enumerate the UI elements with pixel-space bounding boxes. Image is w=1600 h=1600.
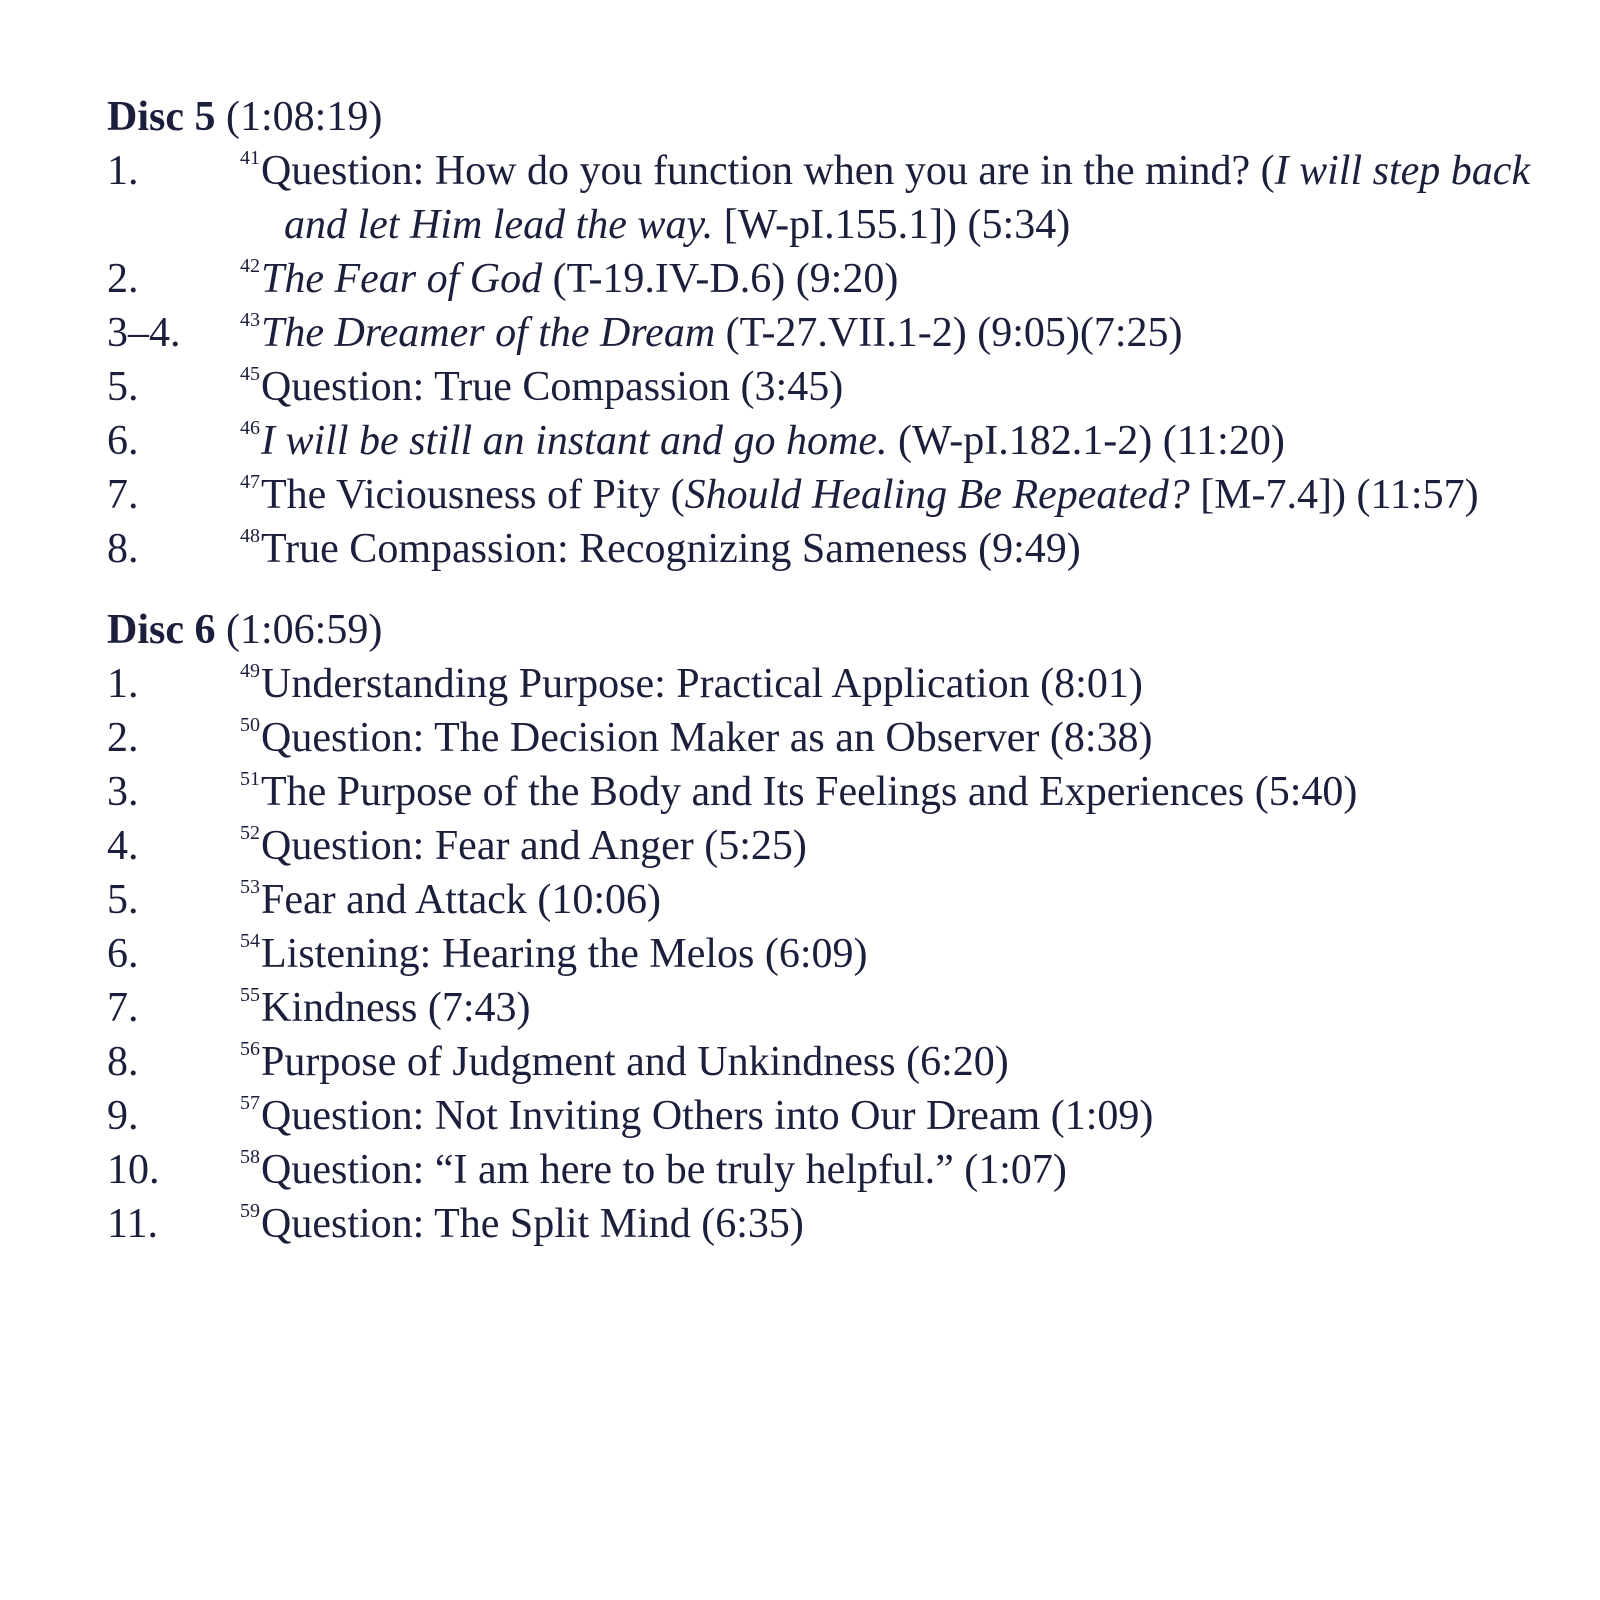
track-title-italic-segment: I will step back and let Him lead the way.	[284, 148, 1531, 248]
track-title-italic-segment: The Fear of God	[261, 256, 543, 302]
track-title: $^{56}$Purpose of Judgment and Unkindness (6:20)	[240, 1038, 1009, 1085]
track-title-italic-segment: Should Healing Be Repeated?	[684, 472, 1190, 518]
track-title: $^{51}$The Purpose of the Body and Its Feelings and Experiences (5:40)	[240, 768, 1358, 815]
track-row	[107, 981, 1547, 1035]
track-title: $^{55}$Kindness (7:43)	[240, 984, 531, 1031]
track-title: $^{42}$The Fear of God (T-19.IV-D.6) (9:20)	[240, 255, 899, 302]
track-title: $^{49}$Understanding Purpose: Practical Application (8:01)	[240, 660, 1143, 707]
track-row	[107, 252, 1547, 306]
track-row	[107, 873, 1547, 927]
track-row	[107, 1089, 1547, 1143]
track-title: $^{45}$Question: True Compassion (3:45)	[240, 363, 844, 410]
track-title: $^{53}$Fear and Attack (10:06)	[240, 876, 662, 923]
track-title: $^{52}$Question: Fear and Anger (5:25)	[240, 822, 807, 869]
disc-section-5	[107, 90, 1547, 576]
track-row	[107, 1197, 1547, 1251]
track-title-segment: True Compassion: Recognizing Sameness (9:49)	[261, 526, 1081, 572]
track-title-segment: Question: How do you function when you are in the mind? (	[261, 148, 1275, 194]
track-row	[107, 414, 1547, 468]
track-title-segment: [M-7.4]) (11:57)	[1189, 472, 1479, 518]
track-row	[107, 711, 1547, 765]
disc-duration: (1:06:59)	[226, 607, 383, 653]
track-title-segment: The Purpose of the Body and Its Feelings and Experiences (5:40)	[261, 769, 1358, 815]
track-title-segment: Question: The Split Mind (6:35)	[261, 1201, 804, 1247]
track-title: $^{57}$Question: Not Inviting Others into Our Dream (1:09)	[240, 1092, 1154, 1139]
track-title: $^{47}$The Viciousness of Pity (Should Healing Be Repeated? [M-7.4]) (11:57)	[240, 471, 1479, 518]
track-list	[107, 657, 1547, 1251]
track-number: 1.	[107, 661, 139, 707]
track-number: 1.	[107, 148, 139, 194]
track-number: 5.	[107, 364, 139, 410]
track-row	[107, 765, 1547, 819]
disc-title: Disc 5	[107, 94, 216, 140]
track-listing-page	[107, 90, 1547, 1251]
track-title: $^{59}$Question: The Split Mind (6:35)	[240, 1200, 804, 1247]
track-title: $^{50}$Question: The Decision Maker as an Observer (8:38)	[240, 714, 1153, 761]
track-number: 10.	[107, 1147, 160, 1193]
track-number: 8.	[107, 526, 139, 572]
track-number: 3–4.	[107, 310, 181, 356]
track-title-segment: Question: “I am here to be truly helpful.” (1:07)	[261, 1147, 1067, 1193]
track-title-segment: (T-27.VII.1-2) (9:05)(7:25)	[715, 310, 1183, 356]
track-title-segment: Listening: Hearing the Melos (6:09)	[261, 931, 868, 977]
track-row	[107, 819, 1547, 873]
track-title: $^{48}$True Compassion: Recognizing Sameness (9:49)	[240, 525, 1081, 572]
track-number: 4.	[107, 823, 139, 869]
track-title-segment: (T-19.IV-D.6) (9:20)	[542, 256, 899, 302]
track-row	[107, 144, 1547, 252]
track-number: 7.	[107, 472, 139, 518]
track-row	[107, 657, 1547, 711]
track-row	[107, 306, 1547, 360]
track-number: 6.	[107, 931, 139, 977]
track-title: $^{43}$The Dreamer of the Dream (T-27.VII.1-2) (9:05)(7:25)	[240, 309, 1183, 356]
track-title-segment: (W-pI.182.1-2) (11:20)	[887, 418, 1285, 464]
track-row	[107, 1035, 1547, 1089]
track-title: $^{46}$I will be still an instant and go home. (W-pI.182.1-2) (11:20)	[240, 417, 1285, 464]
disc-header	[107, 90, 1547, 144]
track-number: 9.	[107, 1093, 139, 1139]
track-number: 11.	[107, 1201, 158, 1247]
track-row	[107, 522, 1547, 576]
track-number: 2.	[107, 715, 139, 761]
disc-header	[107, 603, 1547, 657]
track-list	[107, 144, 1547, 576]
disc-title: Disc 6	[107, 607, 216, 653]
track-number: 2.	[107, 256, 139, 302]
track-number: 7.	[107, 985, 139, 1031]
track-title-segment: Question: True Compassion (3:45)	[261, 364, 844, 410]
track-title-segment: [W-pI.155.1]) (5:34)	[713, 202, 1071, 248]
track-row	[107, 1143, 1547, 1197]
track-title-segment: Purpose of Judgment and Unkindness (6:20)	[261, 1039, 1009, 1085]
track-title-segment: Fear and Attack (10:06)	[261, 877, 662, 923]
track-number: 8.	[107, 1039, 139, 1085]
track-number: 3.	[107, 769, 139, 815]
disc-duration: (1:08:19)	[226, 94, 383, 140]
track-row	[107, 360, 1547, 414]
track-number: 6.	[107, 418, 139, 464]
disc-section-6	[107, 603, 1547, 1251]
track-row	[107, 468, 1547, 522]
track-title-italic-segment: The Dreamer of the Dream	[261, 310, 716, 356]
track-number: 5.	[107, 877, 139, 923]
track-title: $^{41}$Question: How do you function when you are in the mind? (I will step back and let Him lead the way. [W-pI.155.1]) (5:34)	[240, 147, 1531, 248]
track-title: $^{54}$Listening: Hearing the Melos (6:09)	[240, 930, 868, 977]
track-title-segment: Understanding Purpose: Practical Application (8:01)	[261, 661, 1143, 707]
track-row	[107, 927, 1547, 981]
track-title: $^{58}$Question: “I am here to be truly helpful.” (1:07)	[240, 1146, 1067, 1193]
track-title-segment: Kindness (7:43)	[261, 985, 531, 1031]
track-title-segment: Question: Fear and Anger (5:25)	[261, 823, 807, 869]
track-title-italic-segment: I will be still an instant and go home.	[261, 418, 888, 464]
track-title-segment: Question: Not Inviting Others into Our Dream (1:09)	[261, 1093, 1154, 1139]
track-title-segment: Question: The Decision Maker as an Observer (8:38)	[261, 715, 1153, 761]
track-title-segment: The Viciousness of Pity (	[261, 472, 685, 518]
